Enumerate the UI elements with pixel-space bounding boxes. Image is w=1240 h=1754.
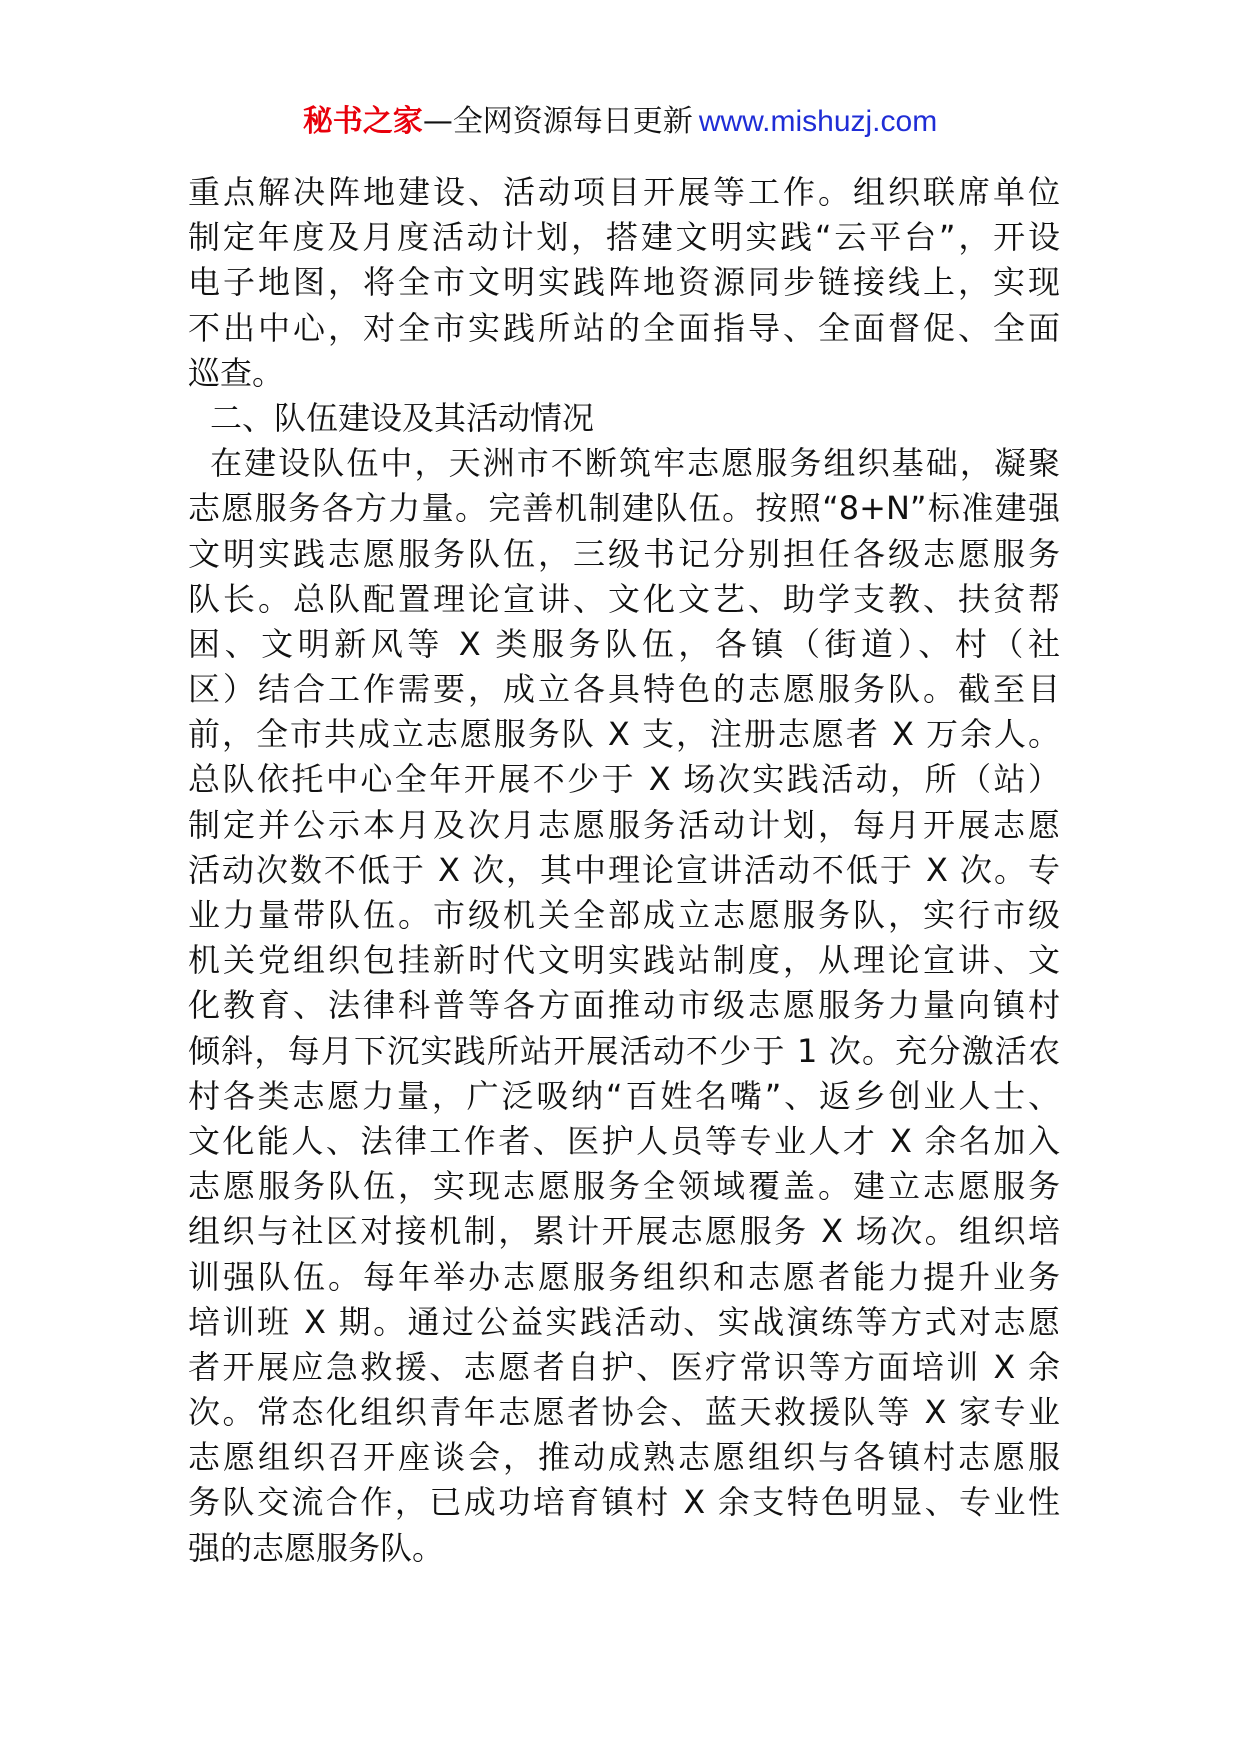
text-line: 志愿组织召开座谈会，推动成熟志愿组织与各镇村志愿服 [188, 1438, 1060, 1477]
text-line: 次。常态化组织青年志愿者协会、蓝天救援队等 X 家专业 [188, 1393, 1060, 1432]
document-body [188, 170, 1060, 1571]
text-line: 队长。总队配置理论宣讲、文化文艺、助学支教、扶贫帮 [188, 579, 1060, 618]
text-line: 机关党组织包挂新时代文明实践站制度，从理论宣讲、文 [188, 941, 1060, 980]
text-line: 不出中心，对全市实践所站的全面指导、全面督促、全面 [188, 308, 1060, 347]
text-line: 强的志愿服务队。 [188, 1528, 445, 1567]
text-line: 务队交流合作，已成功培育镇村 X 余支特色明显、专业性 [188, 1483, 1060, 1522]
site-header-banner [0, 100, 1240, 144]
text-line: 前，全市共成立志愿服务队 X 支，注册志愿者 X 万余人。 [188, 715, 1060, 754]
text-line: 化教育、法律科普等各方面推动市级志愿服务力量向镇村 [188, 986, 1060, 1025]
text-line: 倾斜，每月下沉实践所站开展活动不少于 1 次。充分激活农 [188, 1031, 1060, 1070]
section-heading: 二、队伍建设及其活动情况 [210, 398, 595, 437]
text-line: 文化能人、法律工作者、医护人员等专业人才 X 余名加入 [188, 1121, 1060, 1160]
text-line: 志愿服务各方力量。完善机制建队伍。按照“8+N”标准建强 [188, 489, 1060, 528]
text-line: 区）结合工作需要，成立各具特色的志愿服务队。截至目 [188, 670, 1060, 709]
text-line: 总队依托中心全年开展不少于 X 场次实践活动，所（站） [188, 760, 1060, 799]
paragraph-2 [188, 441, 1060, 1571]
text-line: 文明实践志愿服务队伍，三级书记分别担任各级志愿服务 [188, 534, 1060, 573]
text-line: 重点解决阵地建设、活动项目开展等工作。组织联席单位 [188, 173, 1060, 211]
text-line: 困、文明新风等 X 类服务队伍，各镇（街道）、村（社 [188, 624, 1060, 663]
text-line: 在建设队伍中，天洲市不断筑牢志愿服务组织基础，凝聚 [210, 444, 1060, 483]
paragraph-1 [188, 170, 1060, 396]
text-line: 训强队伍。每年举办志愿服务组织和志愿者能力提升业务 [188, 1257, 1060, 1296]
text-line: 制定并公示本月及次月志愿服务活动计划，每月开展志愿 [188, 805, 1060, 844]
text-line: 电子地图，将全市文明实践阵地资源同步链接线上，实现 [188, 263, 1060, 302]
site-brand-name: 秘书之家 [302, 104, 423, 139]
text-line: 制定年度及月度活动计划，搭建文明实践“云平台”，开设 [188, 218, 1060, 257]
text-line: 者开展应急救援、志愿者自护、医疗常识等方面培训 X 余 [188, 1347, 1060, 1386]
site-tagline: —全网资源每日更新 [422, 104, 693, 139]
text-line: 组织与社区对接机制，累计开展志愿服务 X 场次。组织培 [188, 1212, 1060, 1251]
text-line: 培训班 X 期。通过公益实践活动、实战演练等方式对志愿 [188, 1302, 1060, 1341]
site-url-link[interactable]: www.mishuzj.com [698, 105, 938, 138]
text-line: 活动次数不低于 X 次，其中理论宣讲活动不低于 X 次。专 [188, 850, 1060, 889]
text-line: 村各类志愿力量，广泛吸纳“百姓名嘴”、返乡创业人士、 [188, 1076, 1060, 1115]
text-line: 巡查。 [188, 353, 285, 392]
text-line: 志愿服务队伍，实现志愿服务全领域覆盖。建立志愿服务 [188, 1167, 1060, 1206]
text-line: 业力量带队伍。市级机关全部成立志愿服务队，实行市级 [188, 896, 1060, 934]
